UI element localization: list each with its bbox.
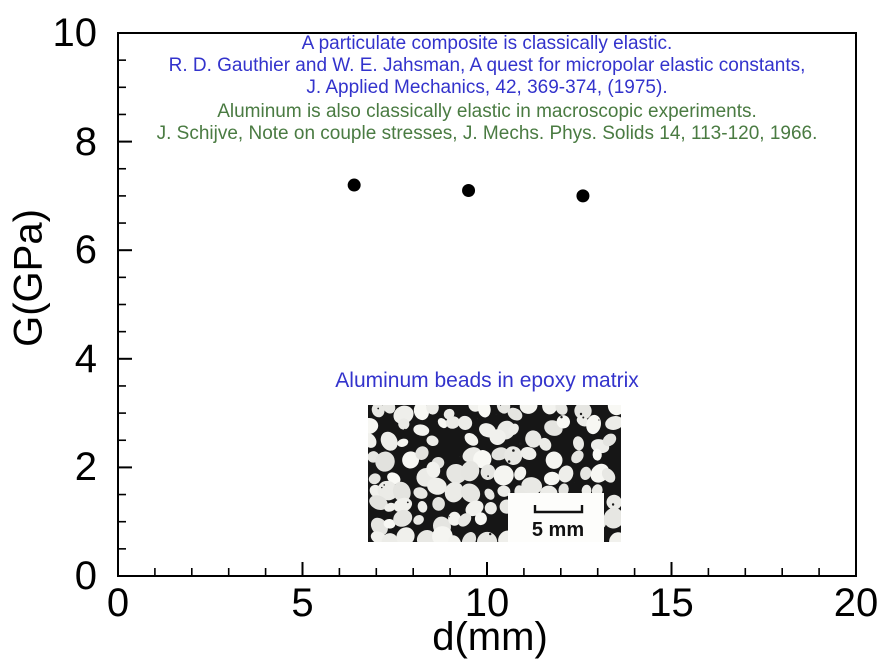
bead-speck	[560, 416, 562, 418]
y-tick-label: 2	[74, 445, 97, 490]
x-tick-label: 5	[291, 581, 314, 625]
bead-speck	[512, 449, 515, 452]
x-tick-label: 10	[464, 581, 510, 625]
bead-speck	[477, 418, 479, 420]
annotation-line-2: R. D. Gauthier and W. E. Jahsman, A quest for micropolar elastic constants,	[168, 55, 806, 76]
annotation-line-3: J. Applied Mechanics, 42, 369-374, (1975).	[306, 77, 668, 98]
bead-speck	[519, 442, 522, 445]
annotation-line-1: A particulate composite is classically elastic.	[301, 33, 673, 54]
micrograph-image	[368, 405, 621, 542]
data-point	[348, 179, 361, 192]
scale-bar-label: 5 mm	[531, 519, 585, 541]
bead-speck	[574, 482, 575, 483]
bead-speck	[580, 413, 582, 415]
y-tick-label: 6	[74, 228, 97, 273]
bead-speck	[598, 419, 599, 420]
y-tick-label: 4	[74, 336, 97, 381]
bead-speck	[459, 456, 461, 458]
bead-speck	[582, 417, 584, 419]
annotation-line-4: Aluminum is also classically elastic in macroscopic experiments.	[217, 101, 757, 122]
bead-speck	[381, 487, 382, 488]
inset-caption: Aluminum beads in epoxy matrix	[335, 369, 639, 392]
bead-speck	[489, 533, 491, 535]
y-tick-label: 0	[74, 554, 97, 598]
annotation-block	[118, 33, 856, 145]
y-tick-label: 10	[52, 11, 97, 55]
x-tick-label: 0	[106, 581, 130, 625]
bead-speck	[404, 429, 406, 431]
x-tick-label: 20	[833, 581, 879, 625]
bead-speck	[449, 516, 450, 517]
bead-speck	[407, 502, 409, 504]
bead-speck	[383, 484, 385, 486]
annotation-line-5: J. Schijve, Note on couple stresses, J. Mechs. Phys. Solids 14, 113-120, 1966.	[156, 123, 818, 144]
x-axis-title: d(mm)	[432, 615, 548, 659]
y-axis-title: G(GPa)	[6, 209, 51, 347]
bead-speck	[487, 475, 489, 477]
bead-speck	[612, 503, 614, 505]
x-tick-label: 15	[649, 581, 694, 625]
data-point	[462, 184, 475, 197]
bead-speck	[508, 460, 511, 463]
data-point	[576, 189, 589, 202]
bead-speck	[496, 414, 497, 415]
bead-speck	[427, 446, 429, 448]
bead-speck	[377, 408, 379, 410]
y-tick-label: 8	[74, 119, 97, 164]
